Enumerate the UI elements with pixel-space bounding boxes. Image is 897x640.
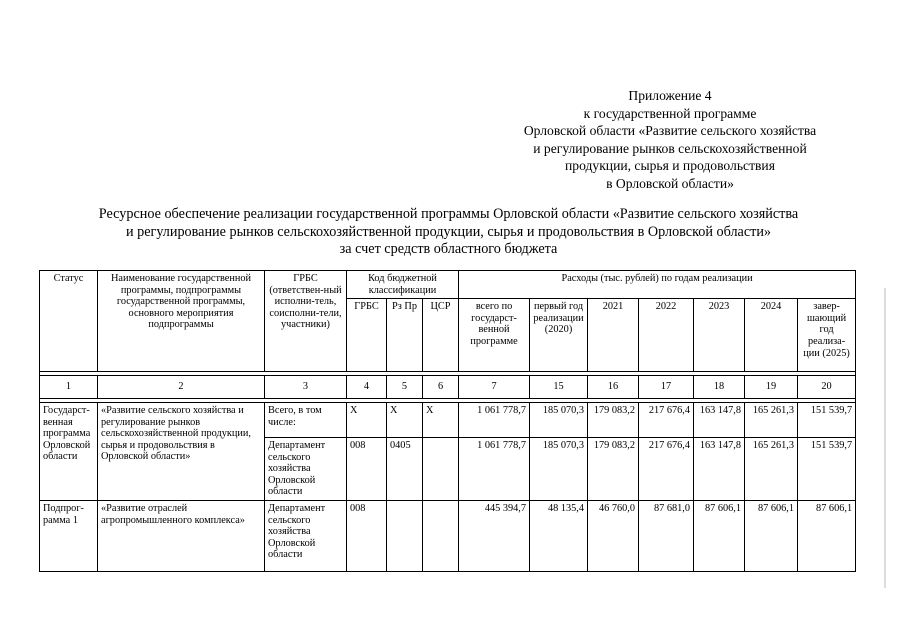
col-num: 16 [588, 376, 639, 399]
appendix-line: продукции, сырья и продовольствия [565, 158, 775, 174]
subprogram-status: Подпрог-рамма 1 [40, 501, 98, 572]
program-value-2021: 179 083,2 [588, 403, 639, 438]
program-value-2023: 163 147,8 [694, 403, 745, 438]
program-value-2025: 151 539,7 [798, 403, 856, 438]
header-rzpr: Рз Пр [387, 299, 423, 372]
subprogram-grbs: Департамент сельского хозяйства Орловской области [265, 501, 347, 572]
header-first-year: первый год реализации (2020) [530, 299, 588, 372]
program-rzpr: Х [387, 403, 423, 438]
program-dept-csr [423, 438, 459, 501]
program-status: Государст-венная программа Орловской области [40, 403, 98, 501]
program-dept-value-2022: 217 676,4 [639, 438, 694, 501]
subprogram-value-total: 445 394,7 [459, 501, 530, 572]
subprogram-value-2024: 87 606,1 [745, 501, 798, 572]
program-grbs-code: Х [347, 403, 387, 438]
program-value-2024: 165 261,3 [745, 403, 798, 438]
program-dept-value-2021: 179 083,2 [588, 438, 639, 501]
subprogram-value-2025: 87 606,1 [798, 501, 856, 572]
appendix-note [500, 87, 840, 193]
header-2024: 2024 [745, 299, 798, 372]
program-value-2022: 217 676,4 [639, 403, 694, 438]
program-dept-rzpr: 0405 [387, 438, 423, 501]
subprogram-row [40, 501, 856, 572]
col-num: 2 [98, 376, 265, 399]
appendix-line: Орловской области «Развитие сельского хозяйства [523, 123, 817, 139]
col-num: 5 [387, 376, 423, 399]
appendix-line: и регулирование рынков сельскохозяйственной [533, 140, 807, 156]
program-dept-value-2025: 151 539,7 [798, 438, 856, 501]
title-line: Ресурсное обеспечение реализации государственной программы Орловской области «Развитие сельского хозяйства [98, 206, 799, 222]
header-status: Статус [40, 271, 98, 372]
header-row [40, 271, 856, 299]
col-num: 19 [745, 376, 798, 399]
header-2022: 2022 [639, 299, 694, 372]
subprogram-name: «Развитие отраслей агропромышленного комплекса» [98, 501, 265, 572]
resource-table [39, 270, 856, 572]
header-final-year: завер-шающий год реализа-ции (2025) [798, 299, 856, 372]
subprogram-csr [423, 501, 459, 572]
col-num: 7 [459, 376, 530, 399]
subprogram-value-2021: 46 760,0 [588, 501, 639, 572]
program-csr: Х [423, 403, 459, 438]
subprogram-grbs-code: 008 [347, 501, 387, 572]
title-line: за счет средств областного бюджета [339, 241, 558, 257]
col-num: 15 [530, 376, 588, 399]
program-row-total [40, 403, 856, 438]
subprogram-rzpr [387, 501, 423, 572]
title-line: и регулирование рынков сельскохозяйственной продукции, сырья и продовольствия в Орловской области» [125, 223, 772, 240]
header-csr: ЦСР [423, 299, 459, 372]
program-dept-value-2024: 165 261,3 [745, 438, 798, 501]
column-number-row [40, 376, 856, 399]
header-grbs: ГРБС (ответствен-ный исполни-тель, соисполни-тели, участники) [265, 271, 347, 372]
header-grbs-code: ГРБС [347, 299, 387, 372]
program-value-total: 1 061 778,7 [459, 403, 530, 438]
appendix-line: Приложение 4 [628, 88, 712, 103]
appendix-line: к государственной программе [583, 105, 757, 121]
program-value-2020: 185 070,3 [530, 403, 588, 438]
subprogram-value-2023: 87 606,1 [694, 501, 745, 572]
col-num: 1 [40, 376, 98, 399]
header-2023: 2023 [694, 299, 745, 372]
header-name: Наименование государственной программы, подпрограммы государственной программы, основного мероприятия подпрограммы [98, 271, 265, 372]
col-num: 18 [694, 376, 745, 399]
program-dept-value-2023: 163 147,8 [694, 438, 745, 501]
program-dept-value-total: 1 061 778,7 [459, 438, 530, 501]
document-title [40, 206, 857, 259]
program-name: «Развитие сельского хозяйства и регулирование рынков сельскохозяйственной продукции, сырья и продовольствия в Орловской области» [98, 403, 265, 501]
header-2021: 2021 [588, 299, 639, 372]
scan-edge-mark [884, 288, 886, 588]
col-num: 4 [347, 376, 387, 399]
subprogram-value-2022: 87 681,0 [639, 501, 694, 572]
subprogram-value-2020: 48 135,4 [530, 501, 588, 572]
program-grbs-department: Департамент сельского хозяйства Орловской области [265, 438, 347, 501]
col-num: 3 [265, 376, 347, 399]
program-dept-value-2020: 185 070,3 [530, 438, 588, 501]
header-expenses: Расходы (тыс. рублей) по годам реализации [459, 271, 856, 299]
program-grbs-total: Всего, в том числе: [265, 403, 347, 438]
col-num: 20 [798, 376, 856, 399]
program-dept-grbs-code: 008 [347, 438, 387, 501]
col-num: 17 [639, 376, 694, 399]
header-budget-code: Код бюджетной классификации [347, 271, 459, 299]
col-num: 6 [423, 376, 459, 399]
header-total: всего по государст-венной программе [459, 299, 530, 372]
appendix-line: в Орловской области» [606, 175, 734, 191]
